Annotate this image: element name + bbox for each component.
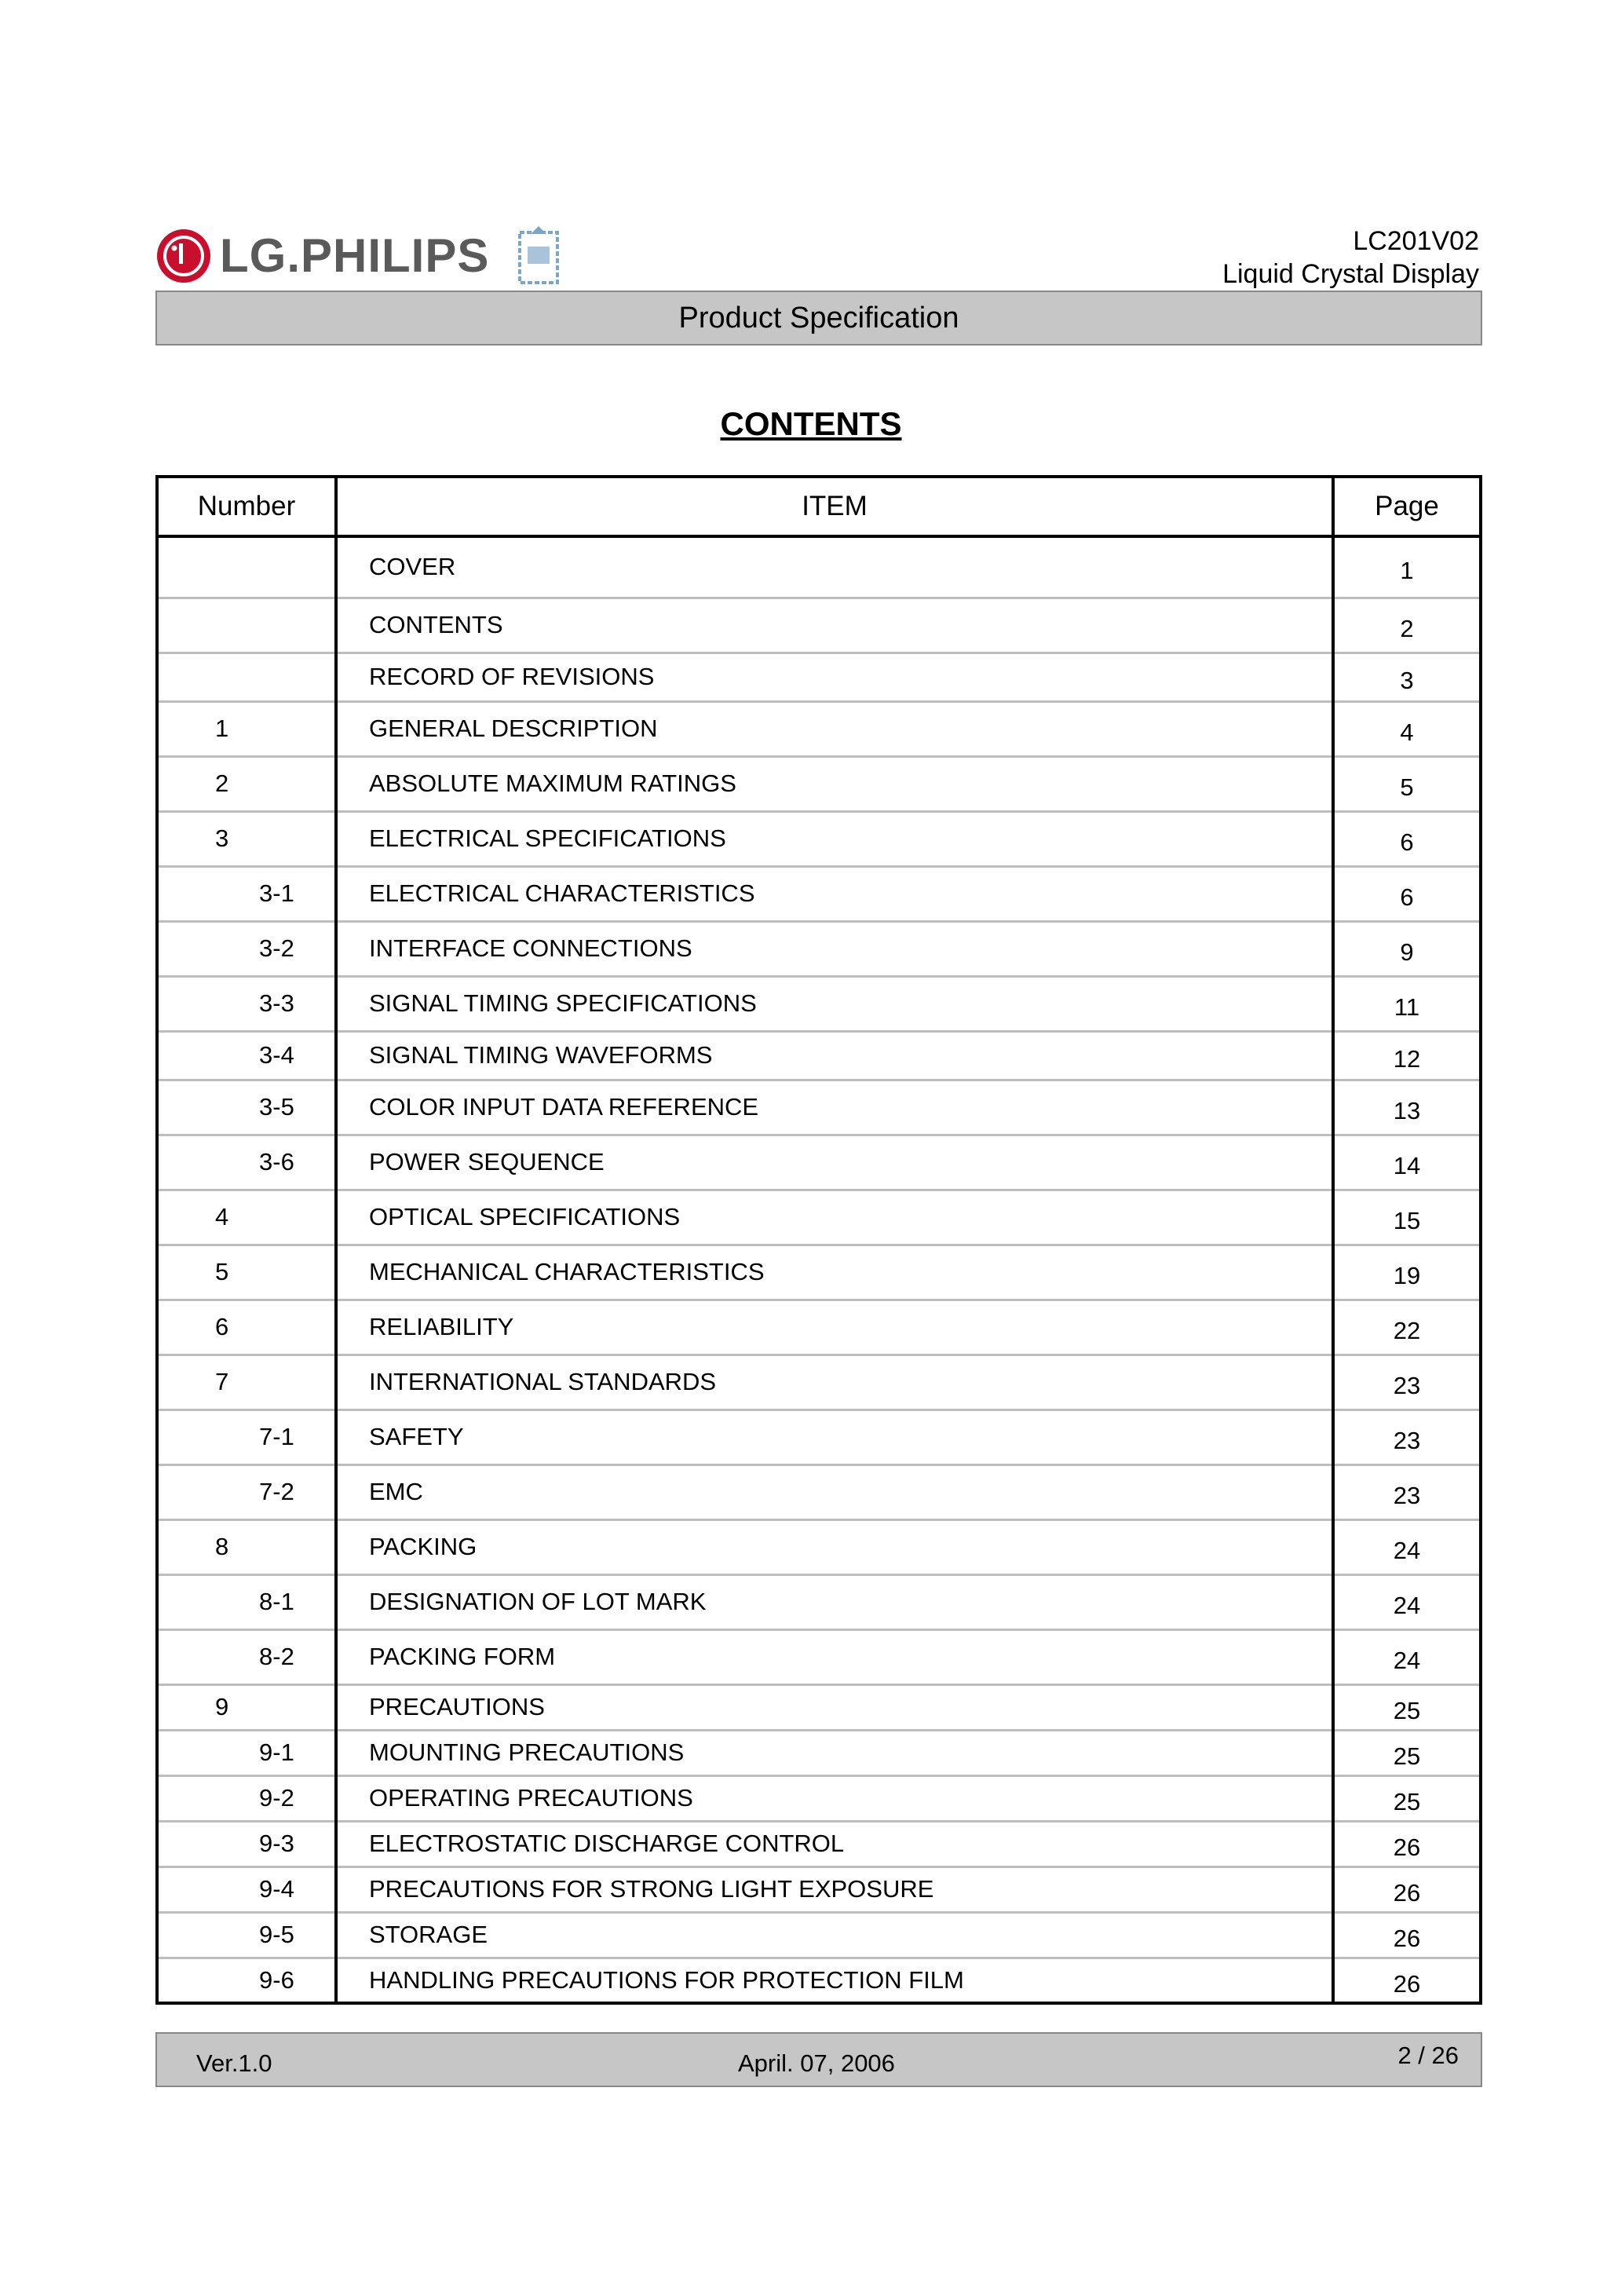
- document-date: April. 07, 2006: [738, 2049, 895, 2077]
- row-item: PACKING FORM: [336, 1629, 1333, 1684]
- row-item: SAFETY: [336, 1409, 1333, 1464]
- row-number: 9: [157, 1684, 336, 1730]
- table-row: [157, 536, 1481, 598]
- row-page: 3: [1333, 653, 1481, 701]
- row-number: [157, 653, 336, 701]
- row-number: 9-5: [157, 1912, 336, 1958]
- table-row: [157, 756, 1481, 811]
- row-page: 19: [1333, 1245, 1481, 1300]
- row-page: 14: [1333, 1135, 1481, 1190]
- table-row: [157, 1958, 1481, 2003]
- table-row: [157, 1866, 1481, 1912]
- row-item: SIGNAL TIMING SPECIFICATIONS: [336, 976, 1333, 1031]
- row-item: ELECTROSTATIC DISCHARGE CONTROL: [336, 1821, 1333, 1866]
- row-number: [157, 598, 336, 653]
- column-header-page: Page: [1333, 477, 1481, 536]
- row-number: 2: [157, 756, 336, 811]
- table-row: [157, 866, 1481, 921]
- row-item: GENERAL DESCRIPTION: [336, 701, 1333, 756]
- row-page: 25: [1333, 1775, 1481, 1821]
- row-page: 9: [1333, 921, 1481, 976]
- company-emblem-icon: [517, 225, 561, 287]
- page-footer: [155, 2032, 1482, 2087]
- table-row: [157, 1684, 1481, 1730]
- table-row: [157, 1464, 1481, 1519]
- table-row: [157, 1775, 1481, 1821]
- document-version: Ver.1.0: [196, 2049, 272, 2077]
- table-row: [157, 1245, 1481, 1300]
- row-item: PRECAUTIONS FOR STRONG LIGHT EXPOSURE: [336, 1866, 1333, 1912]
- table-header-row: [157, 477, 1481, 536]
- row-page: 24: [1333, 1574, 1481, 1629]
- column-header-item: ITEM: [336, 477, 1333, 536]
- page-title: CONTENTS: [720, 405, 902, 442]
- row-number: 1: [157, 701, 336, 756]
- table-row: [157, 701, 1481, 756]
- logo-wordmark: LG.PHILIPS: [220, 229, 490, 282]
- row-page: 23: [1333, 1355, 1481, 1409]
- product-spec-banner: [155, 291, 1482, 345]
- row-page: 4: [1333, 701, 1481, 756]
- row-item: INTERFACE CONNECTIONS: [336, 921, 1333, 976]
- table-row: [157, 1629, 1481, 1684]
- table-row: [157, 1519, 1481, 1574]
- row-item: ELECTRICAL CHARACTERISTICS: [336, 866, 1333, 921]
- row-item: HANDLING PRECAUTIONS FOR PROTECTION FILM: [336, 1958, 1333, 2003]
- row-number: 7-2: [157, 1464, 336, 1519]
- row-number: 3-1: [157, 866, 336, 921]
- table-row: [157, 1912, 1481, 1958]
- table-row: [157, 811, 1481, 866]
- product-type: Liquid Crystal Display: [1222, 259, 1479, 289]
- row-number: 3-2: [157, 921, 336, 976]
- row-number: 8-2: [157, 1629, 336, 1684]
- row-number: 3-4: [157, 1031, 336, 1080]
- row-page: 6: [1333, 866, 1481, 921]
- table-row: [157, 1080, 1481, 1135]
- row-page: 26: [1333, 1866, 1481, 1912]
- row-page: 12: [1333, 1031, 1481, 1080]
- row-item: CONTENTS: [336, 598, 1333, 653]
- table-row: [157, 1409, 1481, 1464]
- row-page: 26: [1393, 1969, 1421, 1998]
- row-item: ELECTRICAL SPECIFICATIONS: [336, 811, 1333, 866]
- row-item: OPTICAL SPECIFICATIONS: [336, 1190, 1333, 1245]
- row-page: 24: [1333, 1519, 1481, 1574]
- row-number: 8: [157, 1519, 336, 1574]
- row-page: 2: [1333, 598, 1481, 653]
- row-number: 3-5: [157, 1080, 336, 1135]
- row-page: 22: [1333, 1300, 1481, 1355]
- row-page: 23: [1333, 1409, 1481, 1464]
- row-number: 9-4: [157, 1866, 336, 1912]
- page-number: 2 / 26: [1397, 2042, 1459, 2069]
- table-row: [157, 653, 1481, 701]
- row-number: 3: [157, 811, 336, 866]
- row-item: COLOR INPUT DATA REFERENCE: [336, 1080, 1333, 1135]
- row-item: MECHANICAL CHARACTERISTICS: [336, 1245, 1333, 1300]
- table-row: [157, 1574, 1481, 1629]
- row-number: 7-1: [157, 1409, 336, 1464]
- row-page: 15: [1333, 1190, 1481, 1245]
- table-row: [157, 1300, 1481, 1355]
- row-number: 6: [157, 1300, 336, 1355]
- table-row: [157, 1031, 1481, 1080]
- row-page: 13: [1333, 1080, 1481, 1135]
- row-number: 4: [157, 1190, 336, 1245]
- banner-title: Product Specification: [678, 301, 959, 335]
- table-row: [157, 1355, 1481, 1409]
- row-page: 26: [1333, 1821, 1481, 1866]
- row-number: 3-6: [157, 1135, 336, 1190]
- row-item: POWER SEQUENCE: [336, 1135, 1333, 1190]
- row-number: 9-2: [157, 1775, 336, 1821]
- row-number: 3-3: [157, 976, 336, 1031]
- contents-table: [155, 475, 1482, 2005]
- row-page: 24: [1333, 1629, 1481, 1684]
- row-item: ABSOLUTE MAXIMUM RATINGS: [336, 756, 1333, 811]
- row-item: OPERATING PRECAUTIONS: [336, 1775, 1333, 1821]
- row-number: 9-3: [157, 1821, 336, 1866]
- row-item: DESIGNATION OF LOT MARK: [336, 1574, 1333, 1629]
- row-item: RECORD OF REVISIONS: [336, 653, 1333, 701]
- table-row: [157, 1190, 1481, 1245]
- row-number: [157, 536, 336, 598]
- row-number: 9-1: [157, 1730, 336, 1775]
- row-page: 5: [1333, 756, 1481, 811]
- row-number: 9-6: [157, 1958, 336, 2003]
- model-number: LC201V02: [1353, 226, 1479, 256]
- table-row: [157, 1821, 1481, 1866]
- row-item: RELIABILITY: [336, 1300, 1333, 1355]
- table-row: [157, 598, 1481, 653]
- row-item: PRECAUTIONS: [336, 1684, 1333, 1730]
- row-page: 25: [1333, 1730, 1481, 1775]
- table-row: [157, 1730, 1481, 1775]
- row-item: INTERNATIONAL STANDARDS: [336, 1355, 1333, 1409]
- column-header-number: Number: [157, 477, 336, 536]
- lg-logo-icon: [155, 228, 212, 284]
- company-logo: [155, 225, 579, 287]
- row-page: 26: [1333, 1912, 1481, 1958]
- table-row: [157, 976, 1481, 1031]
- row-page: 25: [1333, 1684, 1481, 1730]
- row-number: 8-1: [157, 1574, 336, 1629]
- row-number: 7: [157, 1355, 336, 1409]
- row-page: 6: [1333, 811, 1481, 866]
- row-number: 5: [157, 1245, 336, 1300]
- row-item: STORAGE: [336, 1912, 1333, 1958]
- document-header-info: [1222, 225, 1479, 291]
- table-row: [157, 1135, 1481, 1190]
- row-page: 11: [1333, 976, 1481, 1031]
- row-page: 1: [1333, 536, 1481, 598]
- row-item: PACKING: [336, 1519, 1333, 1574]
- row-page: 23: [1333, 1464, 1481, 1519]
- row-item: COVER: [336, 536, 1333, 598]
- row-item: EMC: [336, 1464, 1333, 1519]
- table-row: [157, 921, 1481, 976]
- row-item: MOUNTING PRECAUTIONS: [336, 1730, 1333, 1775]
- row-item: SIGNAL TIMING WAVEFORMS: [336, 1031, 1333, 1080]
